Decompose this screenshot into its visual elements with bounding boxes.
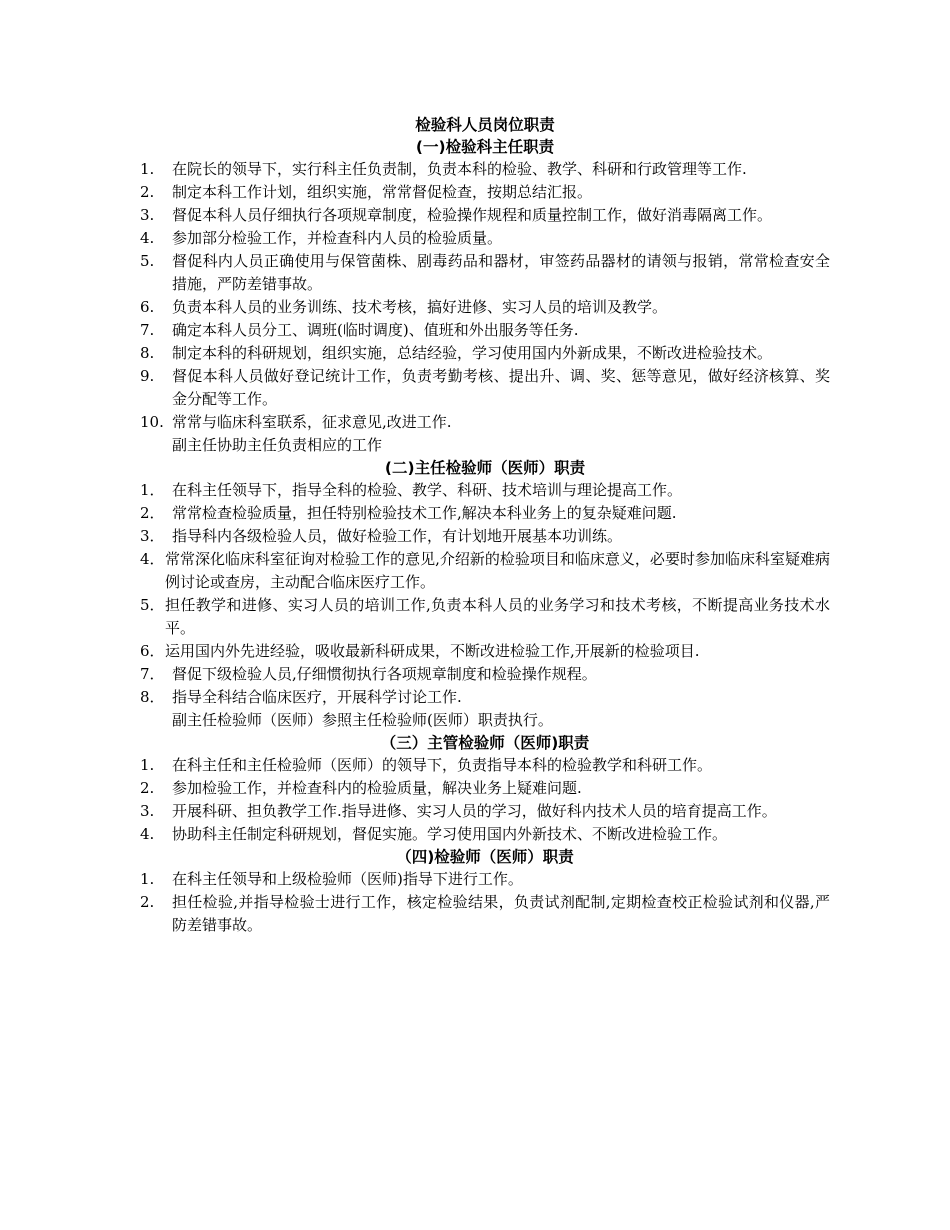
- item-number: 7．: [140, 665, 165, 683]
- item-text: 在科主任领导下，指导全科的检验、教学、科研、技术培训与理论提高工作。: [172, 481, 683, 499]
- item-number: 3．: [140, 527, 165, 545]
- item-number: 9.: [140, 367, 155, 385]
- list-item: [140, 342, 830, 365]
- item-text: 在科主任领导和上级检验师（医师)指导下进行工作。: [172, 870, 523, 888]
- list-item: [140, 525, 830, 548]
- item-number: 2.: [140, 893, 155, 911]
- list-item: [140, 868, 830, 891]
- list-item: [140, 777, 830, 800]
- item-text: 参加部分检验工作，并检查科内人员的检验质量。: [172, 229, 503, 247]
- list-item: [140, 891, 830, 937]
- list-item: [140, 640, 830, 663]
- item-number: 4．: [140, 550, 165, 568]
- item-text: 制定本科工作计划，组织实施，常常督促检查，按期总结汇报。: [172, 183, 593, 201]
- item-number: 1．: [140, 481, 165, 499]
- list-item: [140, 250, 830, 296]
- list-item: [140, 365, 830, 411]
- section-heading: (二)主任检验师（医师）职责: [384, 459, 586, 477]
- item-text: 督促本科人员做好登记统计工作，负责考勤考核、提出升、调、奖、惩等意见，做好经济核算、奖金分配等工作。: [172, 367, 830, 408]
- list-item: [140, 411, 830, 434]
- item-number: 5.: [140, 252, 155, 270]
- section-senior-technologist-duties: [140, 732, 830, 846]
- item-text: 指导全科结合临床医疗，开展科学讨论工作.: [172, 688, 462, 706]
- list-item: [140, 502, 830, 525]
- item-text: 负责本科人员的业务训练、技术考核，搞好进修、实习人员的培训及教学。: [172, 298, 668, 316]
- section-heading: (一)检验科主任职责: [415, 138, 555, 156]
- item-text: 担任教学和进修、实习人员的培训工作,负责本科人员的业务学习和技术考核，不断提高业务技术水平。: [165, 596, 830, 637]
- item-text: 协助科主任制定科研规划，督促实施。学习使用国内外新技术、不断改进检验工作。: [172, 825, 728, 843]
- item-number: 6．: [140, 642, 165, 660]
- item-text: 在院长的领导下，实行科主任负责制，负责本科的检验、教学、科研和行政管理等工作.: [172, 160, 747, 178]
- item-text: 常常深化临床科室征询对检验工作的意见,介绍新的检验项目和临床意义，必要时参加临床科室疑难病例讨论或查房，主动配合临床医疗工作。: [165, 550, 830, 591]
- item-text: 常常与临床科室联系，征求意见,改进工作.: [172, 413, 452, 431]
- section-technologist-duties: [140, 846, 830, 937]
- section-director-duties: [140, 136, 830, 457]
- document-content: [140, 114, 830, 937]
- list-item: [140, 296, 830, 319]
- item-text: 确定本科人员分工、调班(临时调度)、值班和外出服务等任务.: [172, 321, 579, 339]
- list-item: [140, 181, 830, 204]
- list-item: [140, 663, 830, 686]
- item-text: 常常检查检验质量，担任特别检验技术工作,解决本科业务上的复杂疑难问题.: [172, 504, 677, 522]
- item-text: 参加检验工作，并检查科内的检验质量，解决业务上疑难问题.: [172, 779, 582, 797]
- item-number: 5．: [140, 596, 165, 614]
- item-text: 督促科内人员正确使用与保管菌株、剧毒药品和器材，审签药品器材的请领与报销，常常检查安全措施，严防差错事故。: [172, 252, 830, 293]
- item-text: 在科主任和主任检验师（医师）的领导下，负责指导本科的检验教学和科研工作。: [172, 756, 713, 774]
- section-note: 副主任协助主任负责相应的工作: [172, 436, 383, 454]
- list-item: [140, 594, 830, 640]
- list-item: [140, 548, 830, 594]
- item-number: 8．: [140, 688, 165, 706]
- list-item: [140, 204, 830, 227]
- list-item: [140, 823, 830, 846]
- item-number: 2．: [140, 504, 165, 522]
- item-text: 制定本科的科研规划，组织实施，总结经验，学习使用国内外新成果，不断改进检验技术。: [172, 344, 773, 362]
- item-number: 2.: [140, 779, 155, 797]
- item-text: 担任检验,并指导检验士进行工作，核定检验结果，负责试剂配制,定期检查校正检验试剂和仪器,严防差错事故。: [172, 893, 830, 934]
- item-number: 8.: [140, 344, 155, 362]
- item-text: 指导科内各级检验人员，做好检验工作，有计划地开展基本功训练。: [172, 527, 623, 545]
- item-number: 4.: [140, 229, 155, 247]
- list-item: [140, 686, 830, 709]
- item-number: 3.: [140, 802, 155, 820]
- item-number: 3.: [140, 206, 155, 224]
- item-number: 10.: [140, 413, 164, 431]
- section-heading: （三）主管检验师（医师)职责: [380, 734, 590, 752]
- list-item: [140, 227, 830, 250]
- item-number: 4.: [140, 825, 155, 843]
- list-item: [140, 479, 830, 502]
- item-number: 1.: [140, 870, 155, 888]
- item-text: 运用国内外先进经验，吸收最新科研成果，不断改进检验工作,开展新的检验项目.: [165, 642, 700, 660]
- list-item: [140, 800, 830, 823]
- item-number: 2.: [140, 183, 155, 201]
- item-number: 1.: [140, 160, 155, 178]
- section-heading: （四)检验师（医师）职责: [396, 848, 574, 866]
- section-chief-technologist-duties: [140, 457, 830, 732]
- item-text: 督促本科人员仔细执行各项规章制度，检验操作规程和质量控制工作，做好消毒隔离工作。: [172, 206, 773, 224]
- list-item: [140, 158, 830, 181]
- item-number: 6.: [140, 298, 155, 316]
- item-number: 1.: [140, 756, 155, 774]
- item-text: 开展科研、担负教学工作.指导进修、实习人员的学习，做好科内技术人员的培育提高工作。: [172, 802, 777, 820]
- list-item: [140, 319, 830, 342]
- list-item: [140, 754, 830, 777]
- item-number: 7.: [140, 321, 155, 339]
- section-note: 副主任检验师（医师）参照主任检验师(医师）职责执行。: [172, 711, 553, 729]
- item-text: 督促下级检验人员,仔细惯彻执行各项规章制度和检验操作规程。: [172, 665, 597, 683]
- main-title: 检验科人员岗位职责: [415, 116, 555, 134]
